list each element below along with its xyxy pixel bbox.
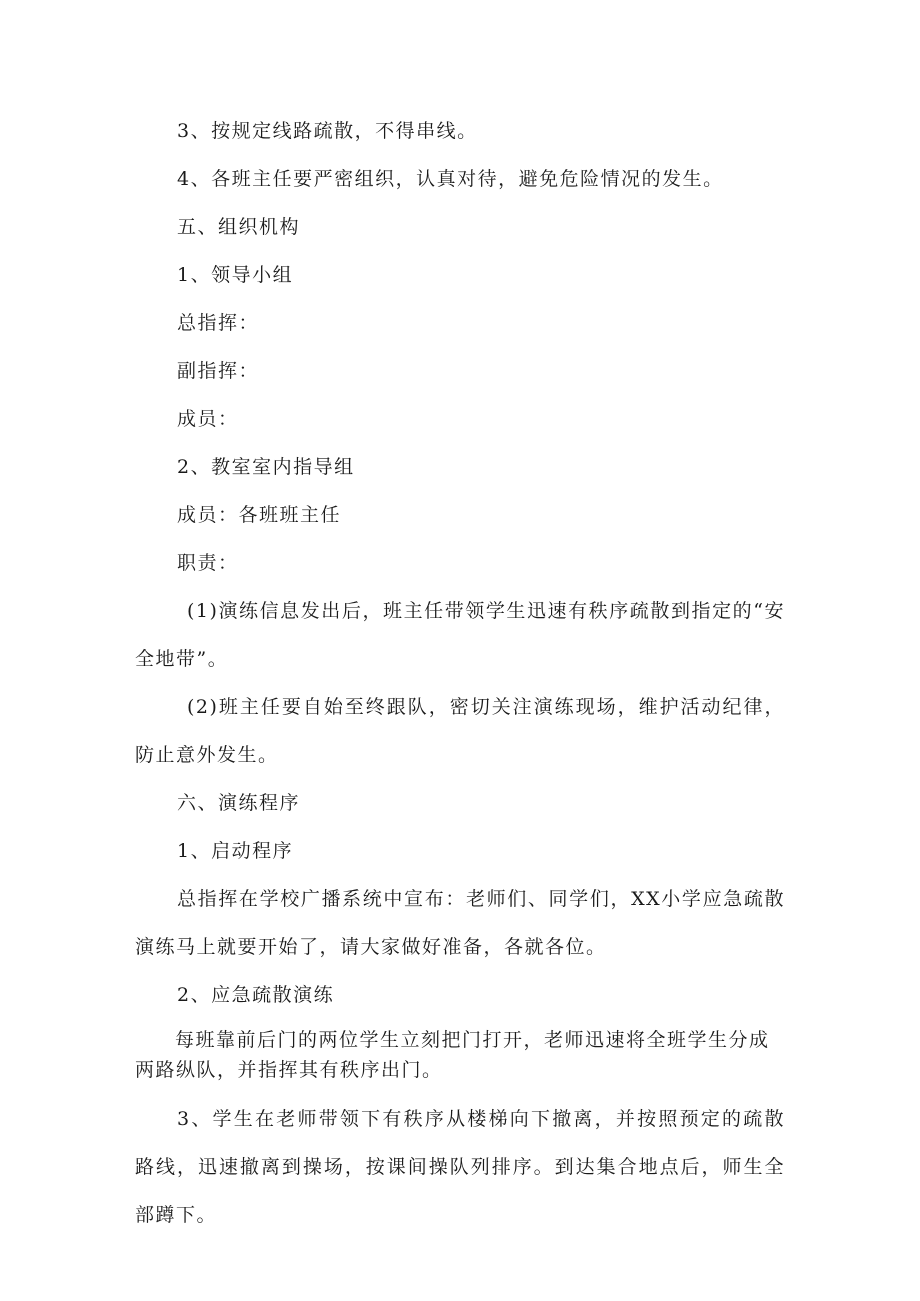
- stair-evacuation-paragraph: 3、学生在老师带领下有秩序从楼梯向下撤离，并按照预定的疏散路线，迅速撤离到操场，按课间操队列排序。到达集合地点后，师生全部蹲下。: [135, 1108, 785, 1226]
- classroom-members-line: 成员：各班班主任: [177, 504, 342, 526]
- leadership-group-heading: 1、领导小组: [177, 264, 294, 286]
- section-5-heading: 五、组织机构: [177, 216, 301, 238]
- rule-3-line: 3、按规定线路疏散，不得串线。: [177, 120, 478, 142]
- evacuation-drill-heading: 2、应急疏散演练: [177, 984, 335, 1006]
- duties-label: 职责：: [177, 552, 239, 574]
- rule-4-line: 4、各班主任要严密组织，认真对待，避免危险情况的发生。: [177, 168, 724, 190]
- duty-paragraph-1: (1)演练信息发出后，班主任带领学生迅速有秩序疏散到指定的“安全地带”。: [135, 600, 785, 670]
- door-opening-paragraph: 每班靠前后门的两位学生立刻把门打开，老师迅速将全班学生分成两路纵队，并指挥其有秩序出门。: [135, 1029, 770, 1081]
- duty-paragraph-2: (2)班主任要自始至终跟队，密切关注演练现场，维护活动纪律，防止意外发生。: [135, 696, 785, 766]
- chief-commander-label: 总指挥：: [177, 312, 260, 334]
- startup-heading: 1、启动程序: [177, 840, 294, 862]
- startup-paragraph: 总指挥在学校广播系统中宣布：老师们、同学们，XX小学应急疏散演练马上就要开始了，请大家做好准备，各就各位。: [135, 888, 785, 958]
- classroom-group-heading: 2、教室室内指导组: [177, 456, 355, 478]
- section-6-heading: 六、演练程序: [177, 792, 301, 814]
- members-label: 成员：: [177, 408, 239, 430]
- deputy-commander-label: 副指挥：: [177, 360, 260, 382]
